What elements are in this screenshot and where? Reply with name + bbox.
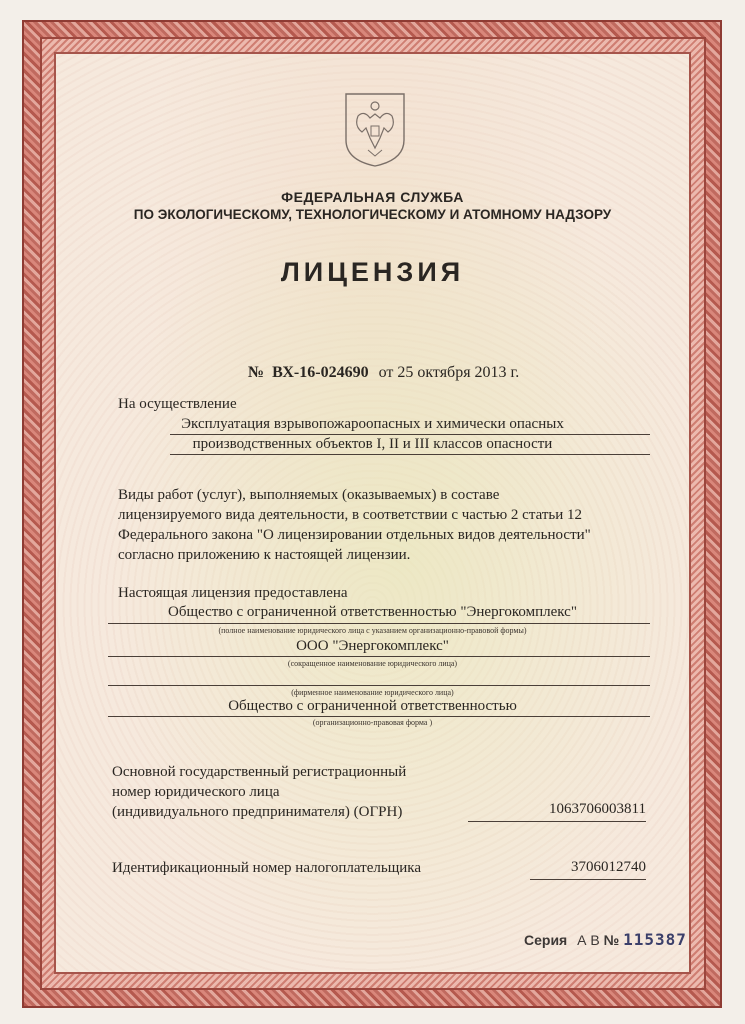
ogrn-value: 1063706003811	[549, 801, 646, 817]
legal-form-caption: (организационно-правовая форма )	[312, 718, 433, 727]
works-line-2: лицензируемого вида деятельности, в соответствии с частью 2 статьи 12	[118, 507, 583, 523]
activity-line-1: Эксплуатация взрывопожароопасных и химически опасных	[181, 416, 564, 432]
short-name-underline	[108, 656, 650, 657]
number-sign: №	[248, 364, 265, 381]
activity-underline-1	[170, 434, 650, 435]
full-name-underline	[108, 623, 650, 624]
holder-short-name: ООО "Энергокомплекс"	[296, 638, 449, 654]
works-line-4: согласно приложению к настоящей лицензии.	[118, 547, 411, 563]
inn-label: Идентификационный номер налогоплательщика	[112, 860, 422, 876]
license-number-line	[248, 364, 519, 382]
ogrn-label-2: номер юридического лица	[112, 784, 280, 800]
activity-line-2: производственных объектов I, II и III классов опасности	[192, 436, 553, 452]
legal-form-underline	[108, 716, 650, 717]
series-number: 115387	[623, 930, 687, 949]
series-label: Серия	[524, 932, 568, 948]
license-date: от 25 октября 2013 г.	[378, 364, 520, 381]
agency-line-1: ФЕДЕРАЛЬНАЯ СЛУЖБА	[281, 189, 464, 205]
series-letters: А В	[577, 932, 600, 948]
activity-underline-2	[170, 454, 650, 455]
license-number: ВХ-16-024690	[272, 364, 369, 381]
works-line-3: Федерального закона "О лицензировании отдельных видов деятельности"	[118, 527, 591, 543]
russian-coat-of-arms-icon	[344, 92, 406, 168]
agency-line-2: ПО ЭКОЛОГИЧЕСКОМУ, ТЕХНОЛОГИЧЕСКОМУ И АТОМНОМУ НАДЗОРУ	[133, 207, 612, 222]
short-name-caption: (сокращенное наименование юридического лица)	[287, 659, 458, 668]
series-block	[524, 930, 687, 949]
brand-name-caption: (фирменное наименование юридического лица)	[291, 688, 454, 697]
holder-full-name: Общество с ограниченной ответственностью "Энергокомплекс"	[168, 604, 577, 620]
brand-name-underline	[108, 685, 650, 686]
inn-underline	[530, 879, 646, 880]
holder-legal-form: Общество с ограниченной ответственностью	[228, 698, 517, 714]
series-number-sign: №	[603, 932, 620, 948]
ogrn-label-3: (индивидуального предпринимателя) (ОГРН)	[112, 804, 403, 820]
document-title: ЛИЦЕНЗИЯ	[280, 257, 465, 287]
holder-label: Настоящая лицензия предоставлена	[118, 585, 348, 601]
activity-label: На осуществление	[118, 396, 237, 412]
ogrn-label-1: Основной государственный регистрационный	[112, 764, 407, 780]
ogrn-underline	[468, 821, 646, 822]
inn-value: 3706012740	[571, 859, 646, 875]
full-name-caption: (полное наименование юридического лица с указанием организационно-правовой формы)	[218, 626, 527, 635]
works-line-1: Виды работ (услуг), выполняемых (оказываемых) в составе	[118, 487, 500, 503]
